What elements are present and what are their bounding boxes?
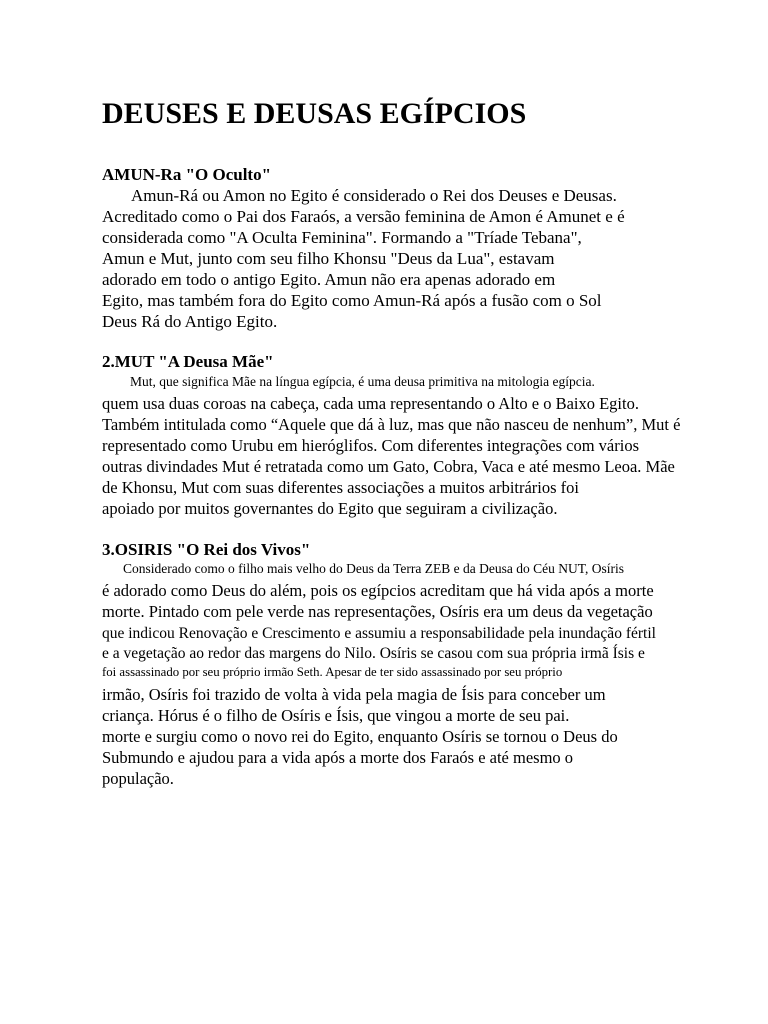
paragraph-line: adorado em todo o antigo Egito. Amun não era apenas adorado em xyxy=(102,270,556,289)
paragraph-line: Amun e Mut, junto com seu filho Khonsu "Deus da Lua", estavam xyxy=(102,249,555,268)
paragraph-line: Egito, mas também fora do Egito como Amun-Rá após a fusão com o Sol xyxy=(102,291,602,310)
paragraph-line: outras divindades Mut é retratada como um Gato, Cobra, Vaca e até mesmo Leoa. Mãe xyxy=(102,457,675,476)
paragraph-line: Considerado como o filho mais velho do Deus da Terra ZEB e da Deusa do Céu NUT, Osíris xyxy=(123,561,624,576)
paragraph-line: Acreditado como o Pai dos Faraós, a versão feminina de Amon é Amunet e é xyxy=(102,207,625,226)
paragraph-line: apoiado por muitos governantes do Egito que seguiram a civilização. xyxy=(102,499,558,518)
section-heading-mut: 2.MUT "A Deusa Mãe" xyxy=(102,352,274,371)
paragraph-line: Também intitulada como “Aquele que dá à luz, mas que não nasceu de nenhum”, Mut é xyxy=(102,415,681,434)
paragraph-line: representado como Urubu em hieróglifos. Com diferentes integrações com vários xyxy=(102,436,639,455)
paragraph-line: irmão, Osíris foi trazido de volta à vida pela magia de Ísis para conceber um xyxy=(102,685,606,704)
paragraph-line: que indicou Renovação e Crescimento e assumiu a responsabilidade pela inundação fértil xyxy=(102,625,656,642)
paragraph-line: criança. Hórus é o filho de Osíris e Ísis, que vingou a morte de seu pai. xyxy=(102,706,570,725)
paragraph-line: morte e surgiu como o novo rei do Egito, enquanto Osíris se tornou o Deus do xyxy=(102,727,618,746)
paragraph-line: é adorado como Deus do além, pois os egípcios acreditam que há vida após a morte xyxy=(102,581,654,600)
paragraph-line: quem usa duas coroas na cabeça, cada uma representando o Alto e o Baixo Egito. xyxy=(102,394,639,413)
paragraph-line: Mut, que significa Mãe na língua egípcia, é uma deusa primitiva na mitologia egípcia. xyxy=(130,374,595,389)
paragraph-line: Amun-Rá ou Amon no Egito é considerado o Rei dos Deuses e Deusas. xyxy=(131,186,617,205)
paragraph-line: população. xyxy=(102,769,174,788)
paragraph-line: foi assassinado por seu próprio irmão Seth. Apesar de ter sido assassinado por seu próprio xyxy=(102,665,563,679)
paragraph-line: morte. Pintado com pele verde nas representações, Osíris era um deus da vegetação xyxy=(102,602,653,621)
section-heading-amun: AMUN-Ra "O Oculto" xyxy=(102,165,272,184)
paragraph-line: e a vegetação ao redor das margens do Nilo. Osíris se casou com sua própria irmã Ísis e xyxy=(102,645,645,662)
paragraph-line: considerada como "A Oculta Feminina". Formando a "Tríade Tebana", xyxy=(102,228,582,247)
paragraph-line: Deus Rá do Antigo Egito. xyxy=(102,312,278,331)
paragraph-line: de Khonsu, Mut com suas diferentes associações a muitos arbitrários foi xyxy=(102,478,580,497)
page-title: DEUSES E DEUSAS EGÍPCIOS xyxy=(102,97,527,130)
section-heading-osiris: 3.OSIRIS "O Rei dos Vivos" xyxy=(102,540,311,559)
paragraph-line: Submundo e ajudou para a vida após a morte dos Faraós e até mesmo o xyxy=(102,748,574,767)
